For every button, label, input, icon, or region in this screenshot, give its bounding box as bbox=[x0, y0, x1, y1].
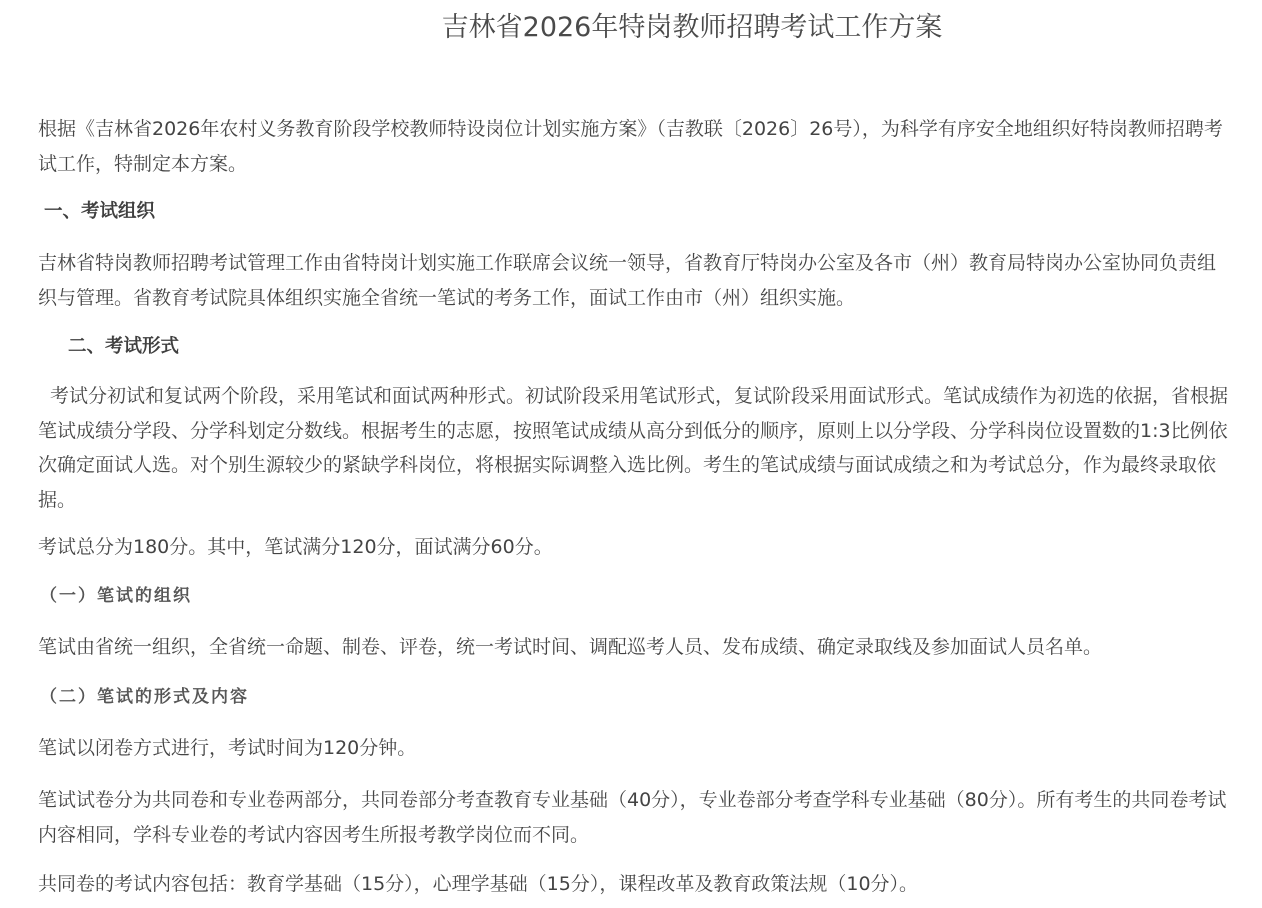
subsection-2-paragraph-3: 共同卷的考试内容包括：教育学基础（15分），心理学基础（15分），课程改革及教育政策法规（10分）。 bbox=[38, 873, 919, 895]
total-score-paragraph: 考试总分为180分。其中，笔试满分120分，面试满分60分。 bbox=[38, 536, 553, 558]
section-1-heading: 一、考试组织 bbox=[44, 201, 156, 222]
section-1-paragraph: 吉林省特岗教师招聘考试管理工作由省特岗计划实施工作联席会议统一领导，省教育厅特岗办公室及各市（州）教育局特岗办公室协同负责组织与管理。省教育考试院具体组织实施全省统一笔试的考务工作，面试工作由市（州）组织实施。 bbox=[38, 252, 1217, 309]
subsection-1-paragraph: 笔试由省统一组织，全省统一命题、制卷、评卷，统一考试时间、调配巡考人员、发布成绩、确定录取线及参加面试人员名单。 bbox=[38, 636, 1103, 658]
section-2-heading: 二、考试形式 bbox=[68, 336, 180, 357]
intro-paragraph: 根据《吉林省2026年农村义务教育阶段学校教师特设岗位计划实施方案》（吉教联〔2026〕26号），为科学有序安全地组织好特岗教师招聘考试工作，特制定本方案。 bbox=[38, 118, 1223, 175]
subsection-2-paragraph-1: 笔试以闭卷方式进行，考试时间为120分钟。 bbox=[38, 737, 417, 759]
section-2-paragraph: 考试分初试和复试两个阶段，采用笔试和面试两种形式。初试阶段采用笔试形式，复试阶段采用面试形式。笔试成绩作为初选的依据，省根据笔试成绩分学段、分学科划定分数线。根据考生的志愿，按照笔试成绩从高分到低分的顺序，原则上以分学段、分学科岗位设置数的1:3比例依次确定面试人选。对个别生源较少的紧缺学科岗位，将根据实际调整入选比例。考生的笔试成绩与面试成绩之和为考试总分，作为最终录取依据。 bbox=[38, 385, 1229, 511]
subsection-2-paragraph-2: 笔试试卷分为共同卷和专业卷两部分，共同卷部分考查教育专业基础（40分），专业卷部分考查学科专业基础（80分）。所有考生的共同卷考试内容相同，学科专业卷的考试内容因考生所报考教学岗位而不同。 bbox=[38, 789, 1227, 846]
subsection-2-heading: （二）笔试的形式及内容 bbox=[40, 687, 249, 707]
document-title: 吉林省2026年特岗教师招聘考试工作方案 bbox=[441, 12, 943, 43]
subsection-1-heading: （一）笔试的组织 bbox=[40, 586, 192, 606]
